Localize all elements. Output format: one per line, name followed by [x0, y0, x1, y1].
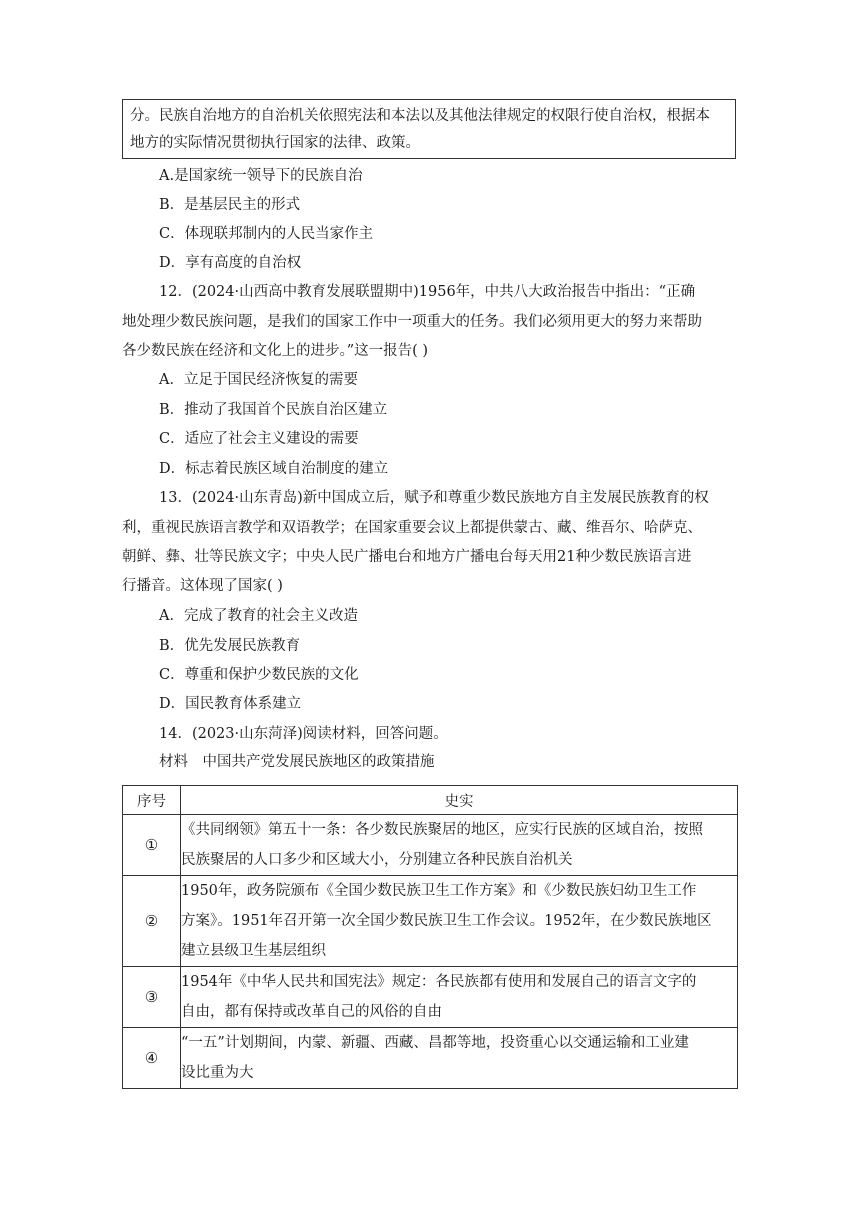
q13-option-c: C．尊重和保护少数民族的文化 [159, 667, 359, 683]
material-title: 材料 中国共产党发展民族地区的政策措施 [159, 754, 435, 770]
excerpt-line-2: 地方的实际情况贯彻执行国家的法律、政策。 [130, 135, 420, 151]
q11-option-c: C．体现联邦制内的人民当家作主 [159, 226, 374, 242]
q13-stem-line-4: 行播音。这体现了国家( ) [122, 578, 283, 594]
q13-option-a: A．完成了教育的社会主义改造 [159, 608, 358, 624]
row-line: 设比重为大 [181, 1065, 254, 1081]
q11-option-d: D．享有高度的自治权 [159, 255, 302, 271]
table-row [123, 876, 738, 967]
q12-stem-line-1: 12．(2024·山西高中教育发展联盟期中)1956年，中共八大政治报告中指出：“正确 [159, 284, 696, 300]
row-line: 《共同纲领》第五十一条：各少数民族聚居的地区，应实行民族的区域自治，按照 [181, 822, 703, 838]
table-row [123, 1028, 738, 1089]
row-index: ② [123, 876, 181, 967]
q12-stem-line-3: 各少数民族在经济和文化上的进步。”这一报告( ) [122, 343, 429, 359]
row-index: ③ [123, 967, 181, 1028]
q12-option-d: D．标志着民族区域自治制度的建立 [159, 461, 389, 477]
row-line: 方案》。1951年召开第一次全国少数民族卫生工作会议。1952年，在少数民族地区 [181, 913, 712, 929]
row-index: ① [123, 815, 181, 876]
q13-stem-line-1: 13．(2024·山东青岛)新中国成立后，赋予和尊重少数民族地方自主发展民族教育的权 [159, 490, 709, 506]
row-line: 自由，都有保持或改革自己的风俗的自由 [181, 1004, 442, 1020]
table-header-row [123, 786, 738, 815]
row-line: 民族聚居的人口多少和区域大小，分别建立各种民族自治机关 [181, 852, 573, 868]
q14-stem: 14．(2023·山东菏泽)阅读材料，回答问题。 [159, 726, 448, 742]
row-line: 1950年，政务院颁布《全国少数民族卫生工作方案》和《少数民族妇幼卫生工作 [181, 883, 697, 899]
q11-option-a: A.是国家统一领导下的民族自治 [159, 168, 363, 184]
table-row [123, 815, 738, 876]
row-content [181, 815, 738, 876]
row-content [181, 967, 738, 1028]
q12-option-b: B．推动了我国首个民族自治区建立 [159, 402, 388, 418]
q13-stem-line-3: 朝鲜、彝、壮等民族文字；中央人民广播电台和地方广播电台每天用21种少数民族语言进 [122, 549, 692, 565]
q11-option-b: B．是基层民主的形式 [159, 197, 301, 213]
table-row [123, 967, 738, 1028]
header-index: 序号 [123, 786, 181, 815]
row-content [181, 1028, 738, 1089]
policy-table [122, 785, 738, 1089]
q13-option-d: D．国民教育体系建立 [159, 696, 302, 712]
header-facts: 史实 [181, 786, 738, 815]
row-index: ④ [123, 1028, 181, 1089]
row-line: 建立县级卫生基层组织 [181, 943, 326, 959]
q12-option-c: C．适应了社会主义建设的需要 [159, 431, 359, 447]
q13-stem-line-2: 利，重视民族语言教学和双语教学；在国家重要会议上都提供蒙古、藏、维吾尔、哈萨克、 [122, 520, 702, 536]
q12-stem-line-2: 地处理少数民族问题，是我们的国家工作中一项重大的任务。我们必须用更大的努力来帮助 [122, 314, 702, 330]
q12-option-a: A．立足于国民经济恢复的需要 [159, 372, 358, 388]
row-line: “一五”计划期间，内蒙、新疆、西藏、昌都等地，投资重心以交通运输和工业建 [181, 1035, 689, 1051]
row-content [181, 876, 738, 967]
excerpt-line-1: 分。民族自治地方的自治机关依照宪法和本法以及其他法律规定的权限行使自治权，根据本 [130, 108, 710, 124]
q13-option-b: B．优先发展民族教育 [159, 638, 301, 654]
row-line: 1954年《中华人民共和国宪法》规定：各民族都有使用和发展自己的语言文字的 [181, 974, 697, 990]
